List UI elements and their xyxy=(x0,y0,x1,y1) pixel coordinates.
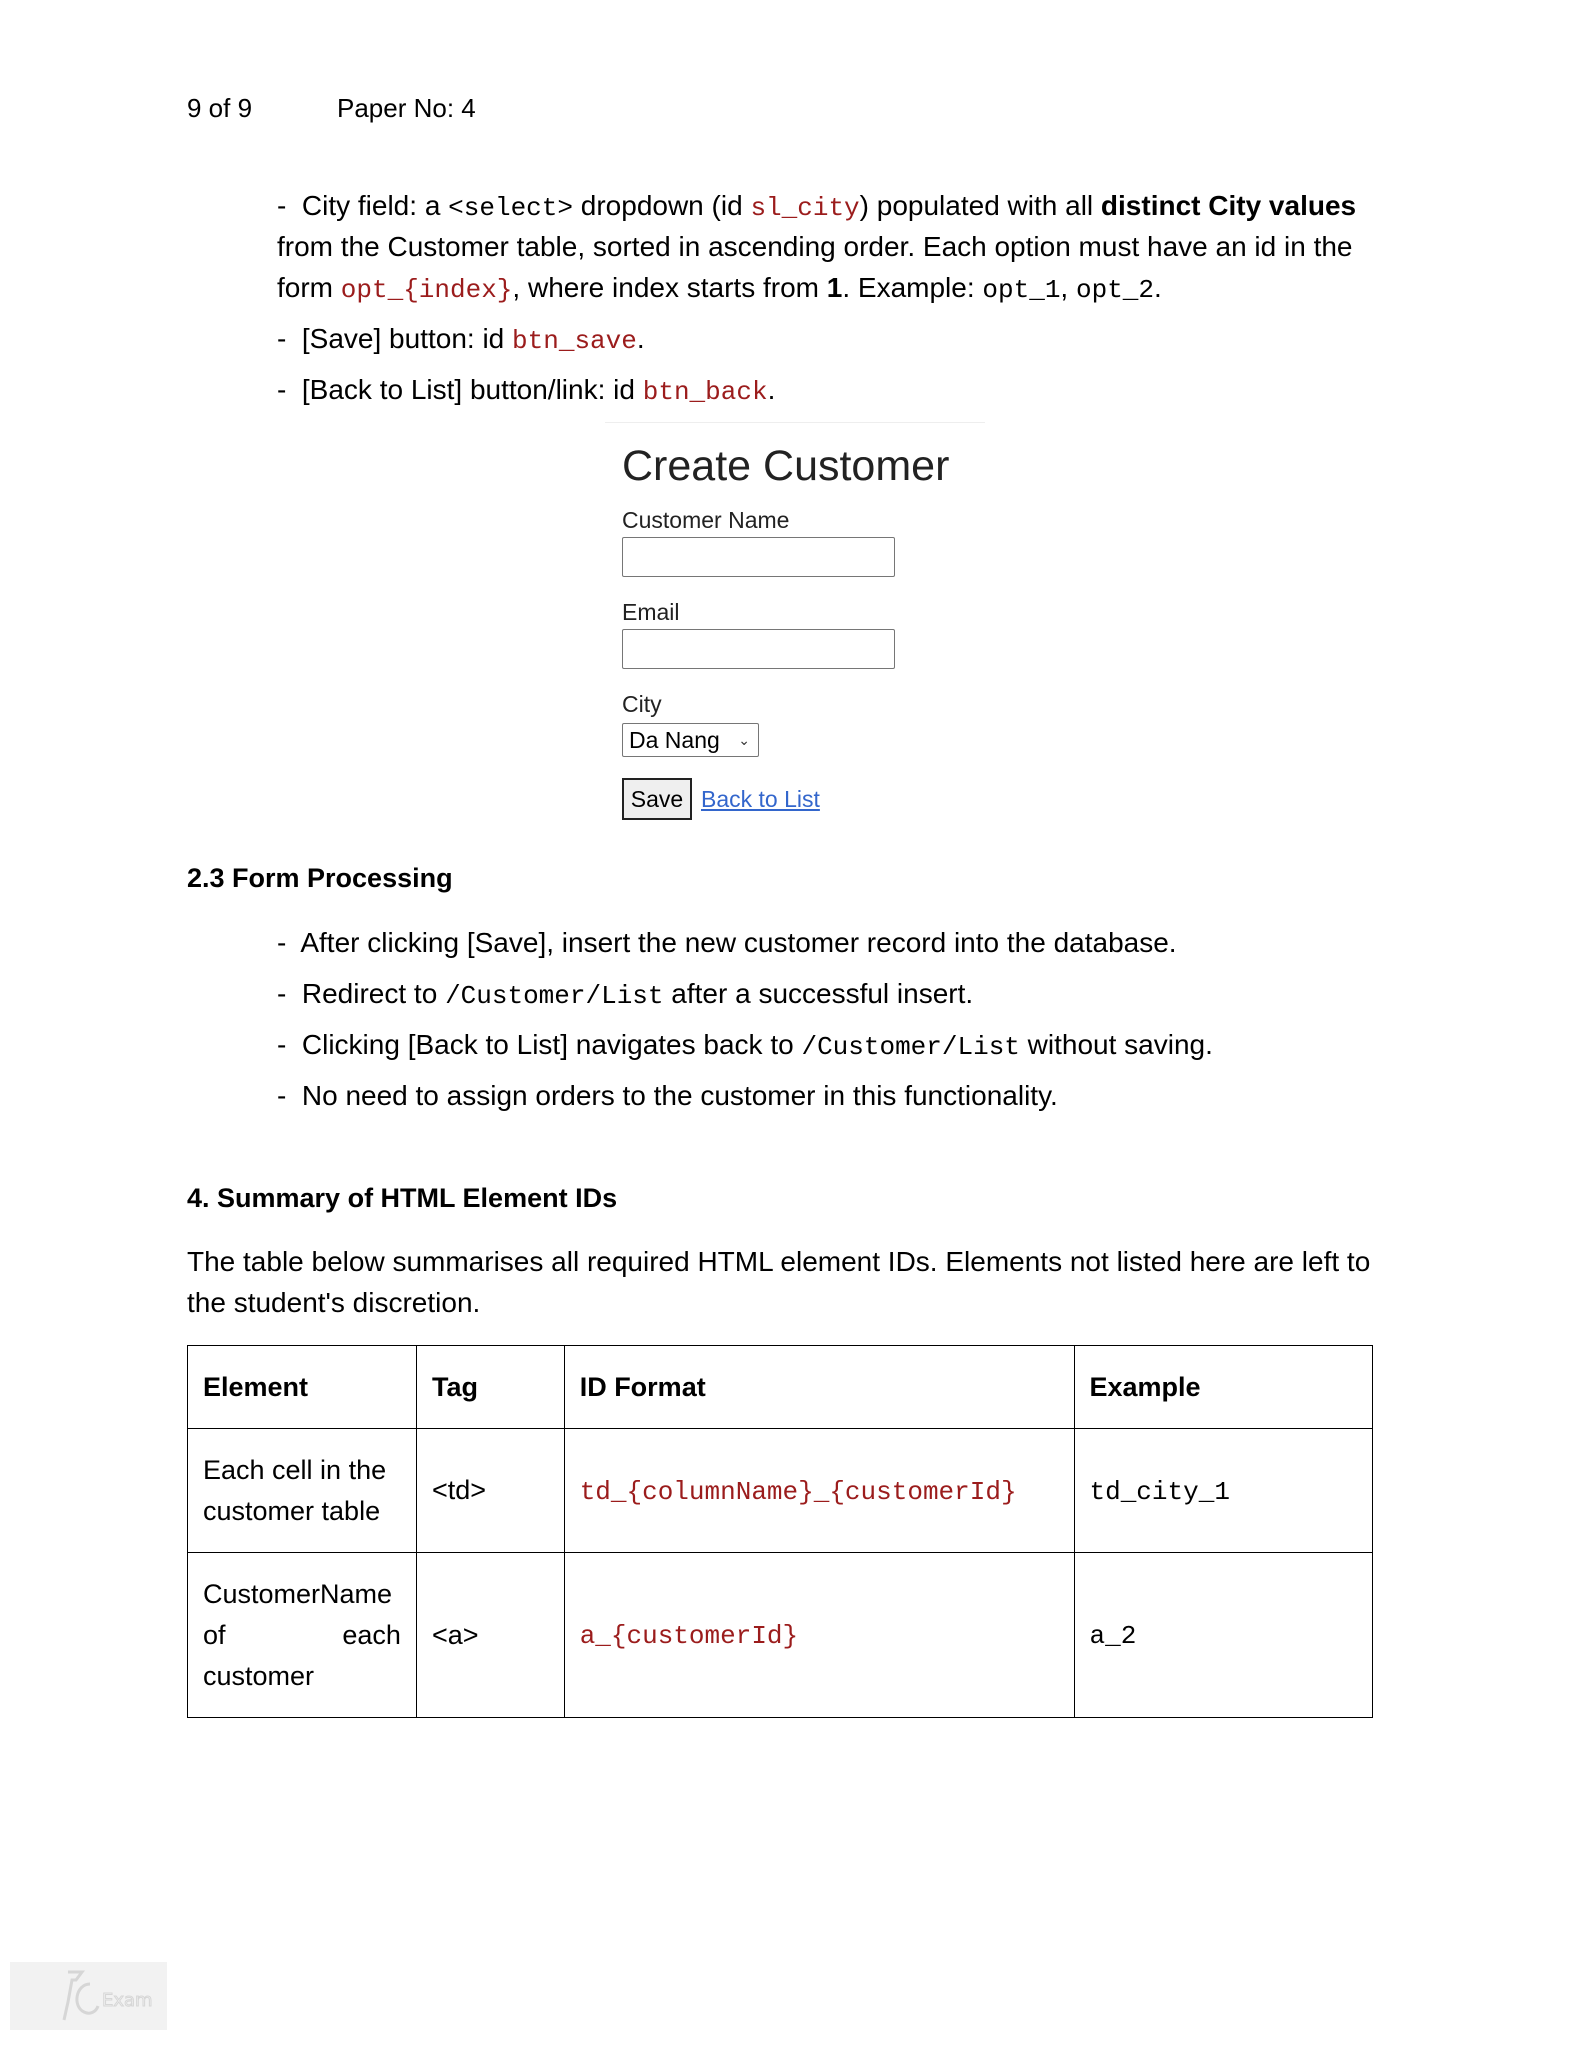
element-id-table xyxy=(187,1345,1373,1718)
page-count: 9 of 9 xyxy=(187,93,253,123)
bullet-insert xyxy=(277,922,1177,963)
header-element: Element xyxy=(188,1346,417,1429)
bullet-dash: - xyxy=(277,323,287,354)
text: [Back to List] button/link: id xyxy=(301,374,643,405)
table-row xyxy=(188,1553,1373,1718)
text: dropdown (id xyxy=(573,190,751,221)
section-4-heading: 4. Summary of HTML Element IDs xyxy=(187,1183,618,1213)
bullet-dash: - xyxy=(277,190,287,221)
section-2-3-heading: 2.3 Form Processing xyxy=(187,863,453,893)
watermark-logo-icon xyxy=(10,1962,167,2030)
divider xyxy=(605,422,985,423)
text: , where index starts from xyxy=(512,272,827,303)
code-btn-back: btn_back xyxy=(642,377,768,407)
create-customer-form-mock xyxy=(605,420,985,835)
cell-id-format xyxy=(564,1429,1074,1553)
bold-text: 1 xyxy=(826,272,843,303)
bullet-dash: - xyxy=(277,374,287,405)
bullet-dash: - xyxy=(277,927,287,958)
cell-text: Each cell in the xyxy=(203,1454,387,1485)
text: City field: a xyxy=(301,190,449,221)
header-tag: Tag xyxy=(416,1346,564,1429)
code-customer-list: /Customer/List xyxy=(445,981,664,1011)
text: after a successful insert. xyxy=(663,978,974,1009)
header-id-format: ID Format xyxy=(564,1346,1074,1429)
email-input[interactable] xyxy=(622,629,895,669)
bullet-no-orders xyxy=(277,1075,1058,1116)
text: ) populated with all xyxy=(859,190,1101,221)
code-td-format: td_{columnName}_{customerId} xyxy=(579,1476,1017,1507)
text: without saving. xyxy=(1019,1029,1213,1060)
cell-tag: <td> xyxy=(416,1429,564,1553)
text: . xyxy=(1154,272,1162,303)
back-to-list-link[interactable]: Back to List xyxy=(701,786,820,812)
bullet-redirect xyxy=(277,973,973,1017)
text: . Example: xyxy=(842,272,983,303)
bullet-city-line3 xyxy=(277,267,1162,311)
save-button[interactable]: Save xyxy=(622,778,692,820)
text: . xyxy=(767,374,776,405)
text: Clicking [Back to List] navigates back to xyxy=(301,1029,802,1060)
text: No need to assign orders to the customer in this functionality. xyxy=(301,1080,1058,1111)
text: , xyxy=(1060,272,1076,303)
watermark-logo xyxy=(10,1962,167,2030)
bold-text: distinct City values xyxy=(1100,190,1357,221)
section-4-intro-line1: The table below summarises all required HTML element IDs. Elements not listed here are left to xyxy=(187,1246,1371,1277)
code-opt-index: opt_{index} xyxy=(340,275,513,305)
section-4-intro-line2: the student's discretion. xyxy=(187,1287,481,1318)
cell-word: each xyxy=(342,1619,401,1650)
cell-element xyxy=(188,1429,417,1553)
customer-name-input[interactable] xyxy=(622,537,895,577)
page-header xyxy=(187,93,476,124)
cell-example xyxy=(1074,1553,1373,1718)
cell-word: of xyxy=(203,1619,226,1650)
code-sl-city: sl_city xyxy=(750,193,860,223)
cell-element xyxy=(188,1553,417,1718)
cell-text xyxy=(203,1615,401,1656)
table-row xyxy=(188,1429,1373,1553)
city-label: City xyxy=(622,691,662,717)
city-select[interactable] xyxy=(622,723,759,757)
cell-tag: <a> xyxy=(416,1553,564,1718)
email-label: Email xyxy=(622,599,680,625)
bullet-city-line2: from the Customer table, sorted in ascending order. Each option must have an id in the xyxy=(277,231,1353,262)
code-btn-save: btn_save xyxy=(512,326,637,356)
text: Redirect to xyxy=(301,978,446,1009)
code-select-tag: <select> xyxy=(448,193,573,223)
text: form xyxy=(277,272,341,303)
cell-id-format xyxy=(564,1553,1074,1718)
text: [Save] button: id xyxy=(301,323,513,354)
header-example: Example xyxy=(1074,1346,1373,1429)
bullet-dash: - xyxy=(277,1080,287,1111)
bullet-dash: - xyxy=(277,1029,287,1060)
city-selected-value: Da Nang xyxy=(629,727,720,753)
code-a-format: a_{customerId} xyxy=(579,1621,799,1651)
text: After clicking [Save], insert the new customer record into the database. xyxy=(300,927,1177,958)
form-title: Create Customer xyxy=(622,442,950,490)
cell-example xyxy=(1074,1429,1373,1553)
code-td-example: td_city_1 xyxy=(1089,1476,1230,1507)
code-opt-2: opt_2 xyxy=(1075,275,1154,305)
cell-text: CustomerName xyxy=(203,1578,393,1609)
bullet-dash: - xyxy=(277,978,287,1009)
cell-text: customer table xyxy=(203,1495,381,1526)
code-opt-1: opt_1 xyxy=(982,275,1061,305)
code-customer-list: /Customer/List xyxy=(801,1032,1020,1062)
bullet-back-nav xyxy=(277,1024,1213,1068)
paper-number: Paper No: 4 xyxy=(337,93,476,123)
text: . xyxy=(636,323,645,354)
svg-text:Exam: Exam xyxy=(102,1990,153,2011)
bullet-city-line1 xyxy=(277,185,1356,229)
customer-name-label: Customer Name xyxy=(622,507,790,533)
code-a-example: a_2 xyxy=(1089,1621,1137,1651)
cell-text: customer xyxy=(203,1660,315,1691)
bullet-save xyxy=(277,318,645,362)
chevron-down-icon: ⌄ xyxy=(738,732,750,748)
table-header-row xyxy=(188,1346,1373,1429)
bullet-back xyxy=(277,369,775,413)
